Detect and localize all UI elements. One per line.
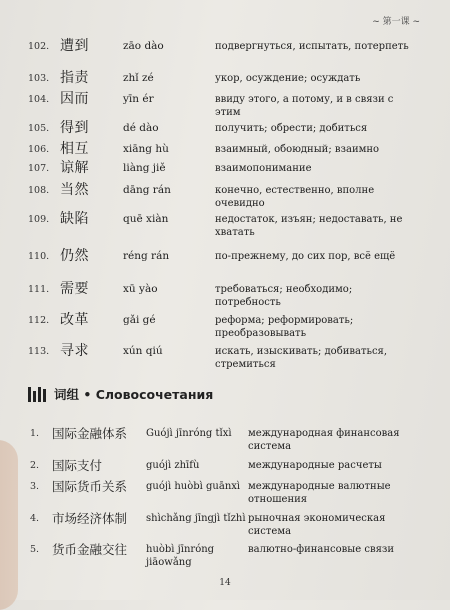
vocab-translation: ввиду этого, а потому, и в связи с этим (215, 94, 394, 118)
vocab-translation: требоваться; необходимо; потребность (215, 284, 353, 308)
page-number: 14 (219, 578, 231, 588)
phrase-hanzi: 市场经济体制 (52, 511, 128, 526)
section-title: 词组 • Словосочетания (54, 387, 214, 402)
lesson-header: ~ 第一课 ~ (372, 17, 420, 27)
phrase-translation: международная финансовая система (248, 428, 400, 452)
vocab-number: 108. (28, 185, 50, 196)
vocab-pinyin: quē xiàn (123, 213, 169, 225)
vocab-number: 110. (28, 251, 50, 262)
vocab-number: 107. (28, 163, 50, 174)
vocab-pinyin: réng rán (123, 250, 170, 262)
vocab-number: 105. (28, 123, 50, 134)
vocab-translation: искать, изыскивать; добиваться, стремиться (215, 346, 388, 370)
vocab-pinyin: xū yào (123, 283, 158, 295)
phrase-hanzi: 国际金融体系 (52, 426, 128, 441)
vocab-pinyin: zhǐ zé (123, 72, 154, 84)
vocab-number: 111. (28, 284, 50, 295)
vocab-hanzi: 相互 (60, 141, 89, 157)
section-heading (28, 385, 213, 403)
vocab-translation: получить; обрести; добиться (215, 123, 368, 134)
phrase-number: 1. (30, 428, 40, 439)
vocab-hanzi: 谅解 (60, 160, 89, 176)
phrase-number: 4. (30, 513, 40, 524)
vocab-pinyin: gǎi gé (123, 314, 156, 326)
phrase-hanzi: 国际货币关系 (52, 479, 128, 494)
phrase-pinyin: shìchǎng jīngjì tǐzhì (146, 513, 246, 524)
vocab-pinyin: xiāng hù (123, 143, 169, 155)
vocab-translation: по-прежнему, до сих пор, всё ещё (215, 251, 396, 262)
vocab-number: 104. (28, 94, 50, 105)
phrase-translation: рыночная экономическая система (248, 513, 386, 537)
vocab-hanzi: 改革 (60, 312, 89, 328)
phrase-number: 5. (30, 544, 40, 555)
vocab-hanzi: 需要 (60, 281, 89, 297)
vocab-hanzi: 指责 (60, 70, 89, 86)
vocab-hanzi: 仍然 (60, 248, 89, 264)
vocab-translation: недостаток, изъян; недоставать, не хватать (215, 214, 403, 238)
phrase-number: 2. (30, 460, 40, 471)
vocab-translation: конечно, естественно, вполне очевидно (215, 185, 375, 209)
vocab-hanzi: 寻求 (60, 343, 89, 359)
phrase-pinyin: Guójì jīnróng tǐxì (146, 428, 232, 439)
vocab-translation: подвергнуться, испытать, потерпеть (215, 41, 409, 52)
vocab-pinyin: dé dào (123, 122, 159, 134)
vocab-translation: взаимный, обоюдный; взаимно (215, 144, 380, 155)
vocab-hanzi: 遭到 (60, 38, 89, 54)
vocab-pinyin: zāo dào (123, 40, 164, 52)
phrase-number: 3. (30, 481, 40, 492)
vocab-number: 106. (28, 144, 50, 155)
vocab-pinyin: yīn ér (123, 93, 154, 105)
books-icon (28, 386, 46, 402)
vocab-number: 109. (28, 214, 50, 225)
vocab-hanzi: 得到 (60, 120, 89, 136)
phrase-translation: валютно-финансовые связи (248, 544, 394, 555)
vocab-hanzi: 缺陷 (60, 211, 89, 227)
phrase-translation: международные расчеты (248, 460, 382, 471)
vocab-number: 112. (28, 315, 50, 326)
vocab-translation: реформа; реформировать; преобразовывать (215, 315, 354, 339)
phrase-hanzi: 货币金融交往 (52, 542, 128, 557)
vocab-translation: взаимопонимание (215, 163, 312, 174)
phrase-pinyin: huòbì jīnróng jiāowǎng (146, 544, 215, 568)
vocab-pinyin: liàng jiě (123, 162, 166, 174)
vocab-number: 113. (28, 346, 50, 357)
vocab-pinyin: xún qiú (123, 345, 163, 357)
phrase-translation: международные валютные отношения (248, 481, 391, 505)
vocab-number: 103. (28, 73, 50, 84)
phrase-pinyin: guójì zhīfù (146, 460, 200, 471)
vocab-number: 102. (28, 41, 50, 52)
vocab-hanzi: 因而 (60, 91, 89, 107)
vocab-translation: укор, осуждение; осуждать (215, 73, 361, 84)
phrase-hanzi: 国际支付 (52, 458, 103, 473)
vocab-hanzi: 当然 (60, 182, 89, 198)
phrase-pinyin: guójì huòbì guānxì (146, 481, 241, 492)
vocab-pinyin: dāng rán (123, 184, 171, 196)
